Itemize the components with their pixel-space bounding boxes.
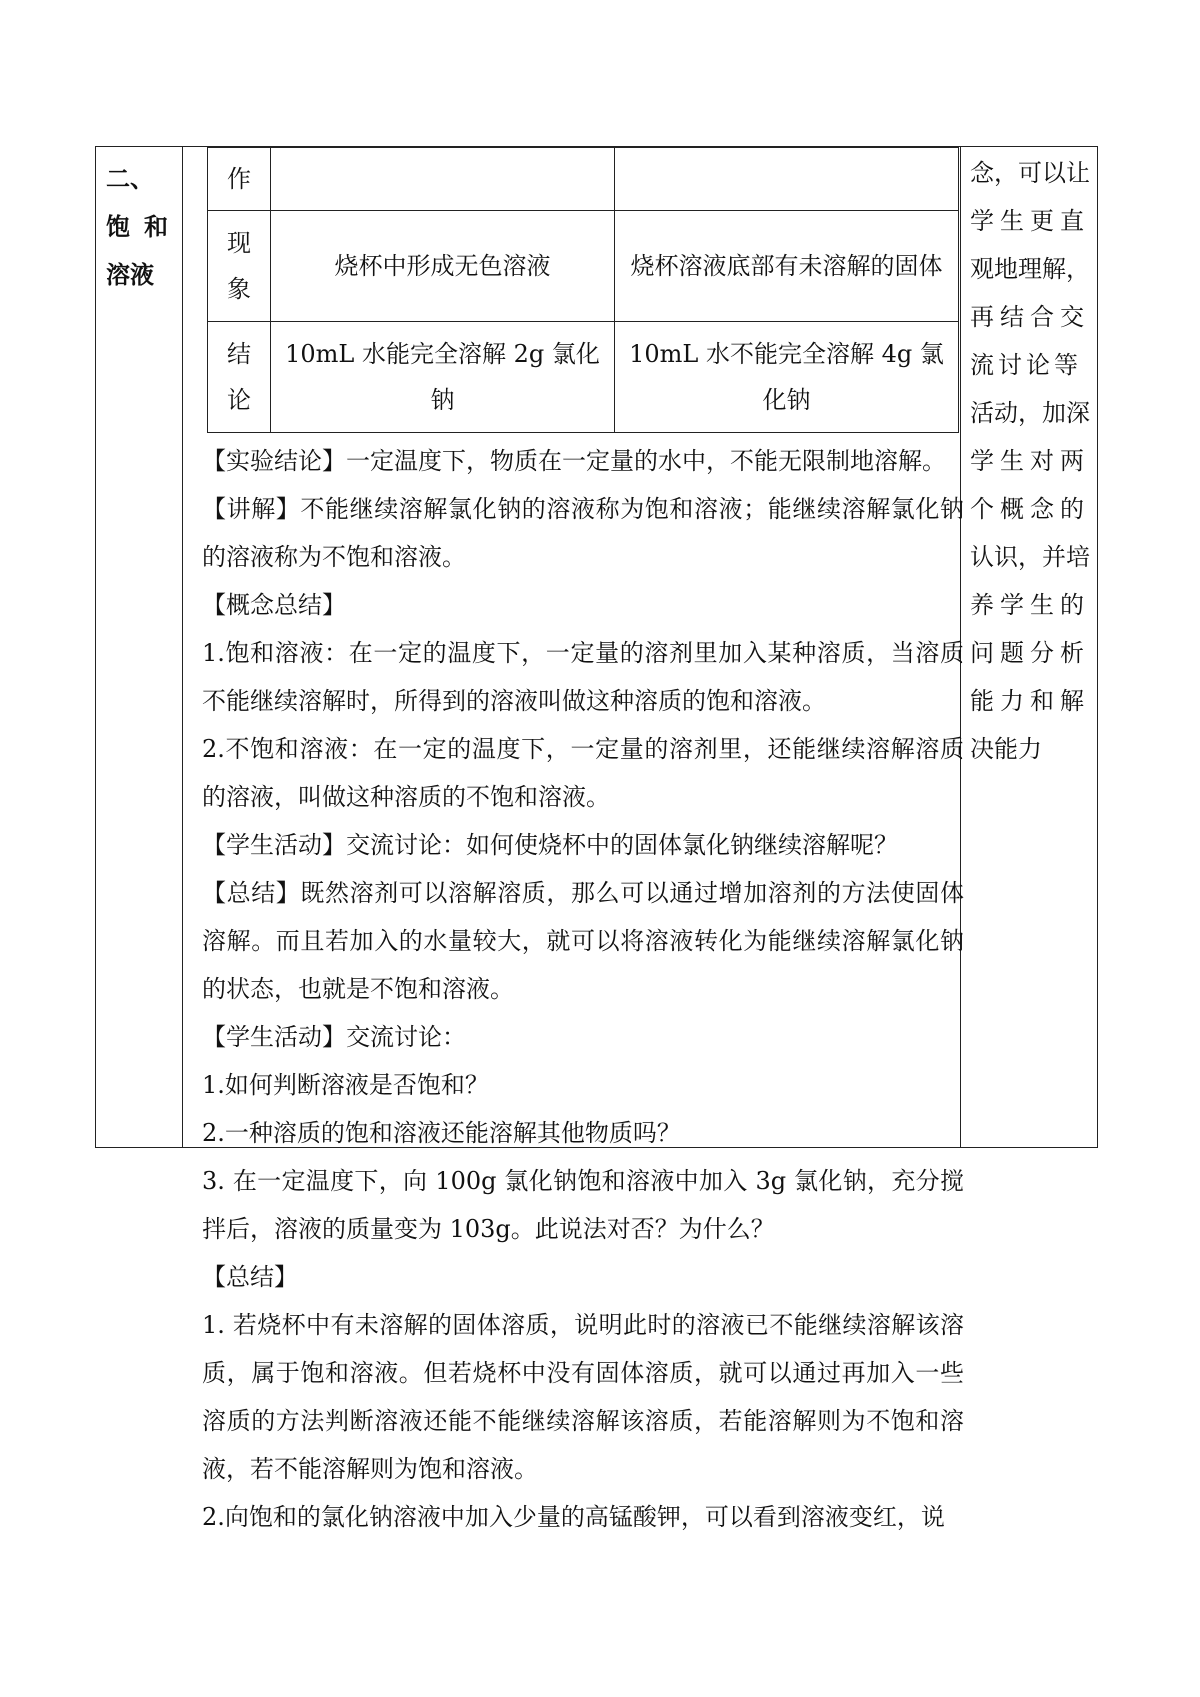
table-cell: 烧杯中形成无色溶液 [271,211,615,322]
paragraph: 2.向饱和的氯化钠溶液中加入少量的高锰酸钾，可以看到溶液变红，说 [202,1503,945,1531]
row-header: 结 论 [208,322,271,433]
body-text [202,437,964,1541]
experiment-table [207,147,959,433]
notes-line: 念，可以让 [970,159,1090,187]
column-divider [182,147,183,1147]
paragraph: 【总结】既然溶剂可以溶解溶质，那么可以通过增加溶剂的方法使固体溶解。而且若加入的水量较大，就可以将溶液转化为能继续溶解氯化钠的状态，也就是不饱和溶液。 [202,879,964,1003]
design-notes [970,149,1092,773]
paragraph: 3. 在一定温度下，向 100g 氯化钠饱和溶液中加入 3g 氯化钠，充分搅拌后，溶液的质量变为 103g。此说法对否？为什么？ [202,1167,964,1243]
row-header: 作 [208,148,271,211]
paragraph: 【学生活动】交流讨论：如何使烧杯中的固体氯化钠继续溶解呢？ [202,831,898,859]
notes-line: 个概念的 [970,495,1090,523]
notes-line: 学生更直 [970,207,1090,235]
section-label [106,155,182,299]
section-label-line: 饱和 [106,212,182,241]
table-cell: 10mL 水不能完全溶解 4g 氯化钠 [615,322,959,433]
paragraph: 1. 若烧杯中有未溶解的固体溶质，说明此时的溶液已不能继续溶解该溶质，属于饱和溶液。但若烧杯中没有固体溶质，就可以通过再加入一些溶质的方法判断溶液还能不能继续溶解该溶质，若能溶解则为不饱和溶液，若不能溶解则为饱和溶液。 [202,1311,964,1483]
table-row [208,211,959,322]
table-row [208,322,959,433]
table-row [208,148,959,211]
notes-line: 活动，加深 [970,399,1090,427]
paragraph: 2.不饱和溶液：在一定的温度下，一定量的溶剂里，还能继续溶解溶质的溶液，叫做这种溶质的不饱和溶液。 [202,735,964,811]
notes-line: 能力和解 [970,687,1090,715]
notes-line: 学生对两 [970,447,1090,475]
notes-line: 观地理解， [970,255,1090,283]
notes-line: 流讨论等 [970,351,1082,379]
notes-line: 再结合交 [970,303,1090,331]
section-label-line: 二、 [106,164,154,193]
lesson-plan-table [95,146,1098,1531]
notes-line: 认识，并培 [970,543,1090,571]
table-cell [615,148,959,211]
paragraph: 1.饱和溶液：在一定的温度下，一定量的溶剂里加入某种溶质，当溶质不能继续溶解时，所得到的溶液叫做这种溶质的饱和溶液。 [202,639,964,715]
notes-line: 问题分析 [970,639,1090,667]
row-header: 现 象 [208,211,271,322]
paragraph: 2.一种溶质的饱和溶液还能溶解其他物质吗？ [202,1119,681,1147]
paragraph: 【实验结论】一定温度下，物质在一定量的水中，不能无限制地溶解。 [202,447,946,475]
paragraph: 【学生活动】交流讨论： [202,1023,466,1051]
paragraph: 【概念总结】 [202,591,346,619]
table-cell: 10mL 水能完全溶解 2g 氯化钠 [271,322,615,433]
paragraph: 1.如何判断溶液是否饱和？ [202,1071,489,1099]
section-label-line: 溶液 [106,260,154,289]
paragraph: 【讲解】不能继续溶解氯化钠的溶液称为饱和溶液；能继续溶解氯化钠的溶液称为不饱和溶液。 [202,495,964,571]
notes-line: 决能力 [970,735,1042,763]
notes-line: 养学生的 [970,591,1090,619]
table-cell [271,148,615,211]
table-cell: 烧杯溶液底部有未溶解的固体 [615,211,959,322]
paragraph: 【总结】 [202,1263,298,1291]
